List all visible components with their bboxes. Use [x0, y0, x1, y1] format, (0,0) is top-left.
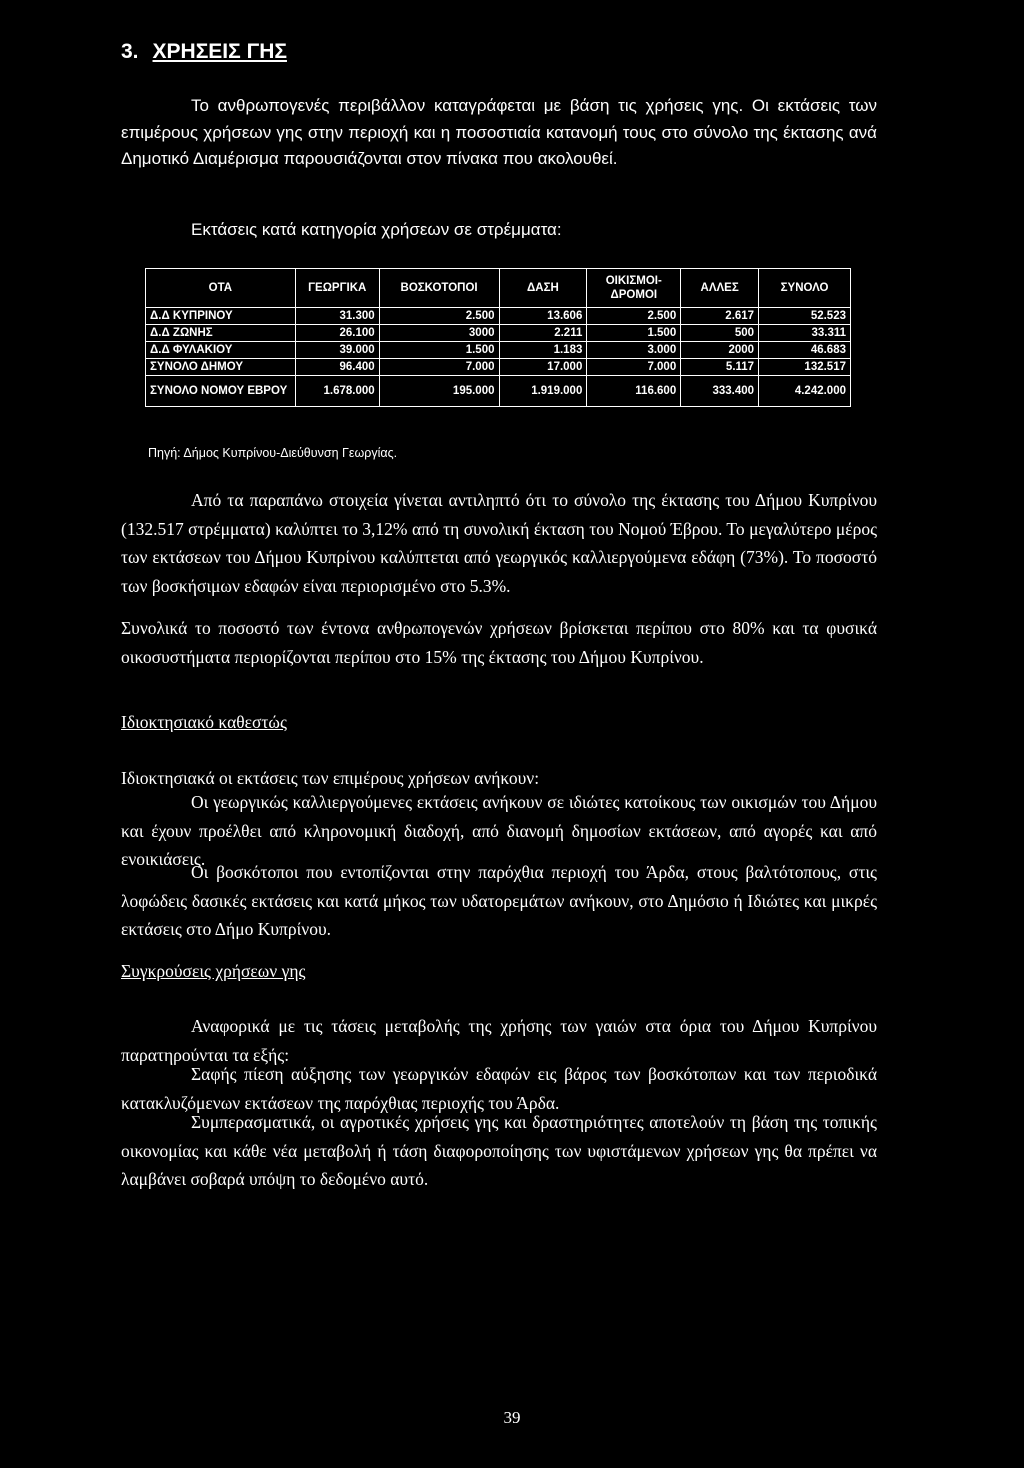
conflicts-paragraph-1: Σαφής πίεση αύξησης των γεωργικών εδαφών εις βάρος των βοσκότοπων και των περιοδικά κατακλυζόμενων εκτάσεων της παρόχθιας περιοχής του Άρδα.	[121, 1064, 877, 1113]
table-cell: 2000	[681, 342, 759, 359]
conflicts-paragraph-2: Συμπερασματικά, οι αγροτικές χρήσεις γης και δραστηριότητες αποτελούν τη βάση της τοπικής οικονομίας και κάθε νέα μεταβολή ή τάση διαφοροποίησης των υφιστάμενων χρήσεων γης θα πρέπει να λαμβάνει σοβαρά υπόψη το δεδομένο αυτό.	[121, 1112, 877, 1189]
table-cell: ΣΥΝΟΛΟ ΔΗΜΟΥ	[146, 359, 296, 376]
ownership-lead: Ιδιοκτησιακά οι εκτάσεις των επιμέρους χρήσεων ανήκουν:	[121, 768, 540, 788]
table-cell: 33.311	[759, 325, 851, 342]
conflicts-subheading: Συγκρούσεις χρήσεων γης	[121, 961, 306, 981]
table-cell: 26.100	[295, 325, 379, 342]
land-use-table	[145, 268, 851, 407]
section-number: 3.	[121, 40, 139, 63]
table-cell: 7.000	[587, 359, 681, 376]
analysis-paragraph: Από τα παραπάνω στοιχεία γίνεται αντιληπτό ότι το σύνολο της έκτασης του Δήμου Κυπρίνου (132.517 στρέμματα) καλύπτει το 3,12% από τη συνολική έκταση του Νομού Έβρου. Το μεγαλύτερο μέρος των εκτάσεων του Δήμου Κυπρίνου καλύπτεται από γεωργικός καλλιεργούμενα εδάφη (73%). Το ποσοστό των βοσκήσιμων εδαφών είναι περιορισμένο στο 5.3%.	[121, 490, 877, 596]
table-cell: 7.000	[379, 359, 499, 376]
table-cell: 2.617	[681, 308, 759, 325]
header-cell: ΒΟΣΚΟΤΟΠΟΙ	[379, 269, 499, 308]
ownership-paragraph-2: Οι βοσκότοποι που εντοπίζονται στην παρόχθια περιοχή του Άρδα, στους βαλτότοπους, στις λοφώδεις δασικές εκτάσεις και κατά μήκος των υδατορεμάτων ανήκουν, στο Δημόσιο ή Ιδιώτες και μικρές εκτάσεις στο Δήμο Κυπρίνου.	[121, 862, 877, 939]
table-row	[146, 308, 851, 325]
table-cell: 3000	[379, 325, 499, 342]
table-cell: 333.400	[681, 376, 759, 407]
table-cell: 5.117	[681, 359, 759, 376]
table-header-row	[146, 269, 851, 308]
ownership-paragraph-1: Οι γεωργικώς καλλιεργούμενες εκτάσεις ανήκουν σε ιδιώτες κατοίκους των οικισμών του Δήμου και έχουν προέλθει από κληρονομική διαδοχή, από διανομή δημοσίων εκτάσεων, από αγορές και από ενοικιάσεις.	[121, 792, 877, 869]
table-cell: 2.211	[499, 325, 587, 342]
table-caption: Εκτάσεις κατά κατηγορία χρήσεων σε στρέμματα:	[191, 220, 562, 239]
header-cell: ΔΑΣΗ	[499, 269, 587, 308]
page-number: 39	[503, 1408, 521, 1427]
table-cell: 195.000	[379, 376, 499, 407]
analysis-paragraph-2: Συνολικά το ποσοστό των έντονα ανθρωπογενών χρήσεων βρίσκεται περίπου στο 80% και τα φυσικά οικοσυστήματα περιορίζονται περίπου στο 15% της έκτασης του Δήμου Κυπρίνου.	[121, 618, 877, 667]
table-row	[146, 376, 851, 407]
header-cell: ΟΙΚΙΣΜΟΙ-ΔΡΟΜΟΙ	[587, 269, 681, 308]
table-cell: 96.400	[295, 359, 379, 376]
table-cell: Δ.Δ ΦΥΛΑΚΙΟΥ	[146, 342, 296, 359]
table-cell: 1.678.000	[295, 376, 379, 407]
ownership-subheading: Ιδιοκτησιακό καθεστώς	[121, 712, 287, 732]
table-cell: 1.500	[587, 325, 681, 342]
table-source-note: Πηγή: Δήμος Κυπρίνου-Διεύθυνση Γεωργίας.	[148, 446, 398, 460]
table-cell: 13.606	[499, 308, 587, 325]
table-cell: 2.500	[379, 308, 499, 325]
table-cell: ΣΥΝΟΛΟ ΝΟΜΟΥ ΕΒΡΟΥ	[146, 376, 296, 407]
table-cell: 4.242.000	[759, 376, 851, 407]
table-row	[146, 359, 851, 376]
table-cell: 1.919.000	[499, 376, 587, 407]
table-cell: 3.000	[587, 342, 681, 359]
table-row	[146, 342, 851, 359]
table-cell: 52.523	[759, 308, 851, 325]
table-cell: 17.000	[499, 359, 587, 376]
table-cell: Δ.Δ ΖΩΝΗΣ	[146, 325, 296, 342]
header-cell: ΟΤΑ	[146, 269, 296, 308]
section-title: ΧΡΗΣΕΙΣ ΓΗΣ	[152, 40, 287, 63]
header-cell: ΣΥΝΟΛΟ	[759, 269, 851, 308]
table-cell: 1.500	[379, 342, 499, 359]
section-heading	[121, 40, 287, 64]
table-cell: Δ.Δ ΚΥΠΡΙΝΟΥ	[146, 308, 296, 325]
header-cell: ΑΛΛΕΣ	[681, 269, 759, 308]
table-cell: 39.000	[295, 342, 379, 359]
table-row	[146, 325, 851, 342]
header-cell: ΓΕΩΡΓΙΚΑ	[295, 269, 379, 308]
table-cell: 2.500	[587, 308, 681, 325]
intro-paragraph: Το ανθρωπογενές περιβάλλον καταγράφεται με βάση τις χρήσεις γης. Οι εκτάσεις των επιμέρους χρήσεων γης στην περιοχή και η ποσοστιαία κατανομή τους στο σύνολο της έκτασης ανά Δημοτικό Διαμέρισμα παρουσιάζονται στον πίνακα που ακολουθεί.	[121, 96, 877, 168]
table-cell: 1.183	[499, 342, 587, 359]
table-cell: 31.300	[295, 308, 379, 325]
table-cell: 46.683	[759, 342, 851, 359]
table-cell: 500	[681, 325, 759, 342]
conflicts-lead: Αναφορικά με τις τάσεις μεταβολής της χρήσης των γαιών στα όρια του Δήμου Κυπρίνου παρατηρούνται τα εξής:	[121, 1016, 877, 1065]
table-cell: 132.517	[759, 359, 851, 376]
table-cell: 116.600	[587, 376, 681, 407]
